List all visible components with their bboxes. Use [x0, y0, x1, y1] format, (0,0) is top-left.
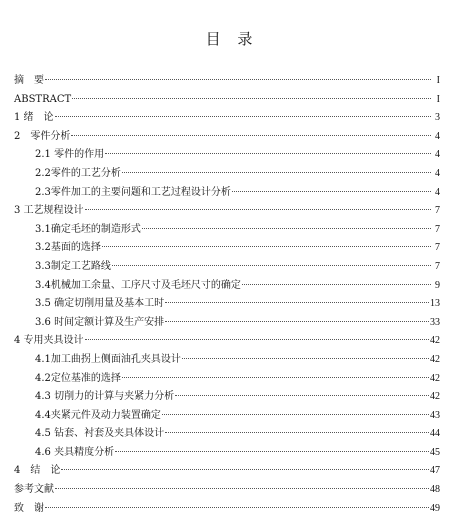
- toc-entry-label: 2.2零件的工艺分析: [35, 165, 121, 184]
- dot-leader: [105, 153, 431, 154]
- toc-entry[interactable]: [14, 332, 440, 351]
- dot-leader: [112, 265, 431, 266]
- toc-entry-label: 3.5 确定切削用量及基本工时: [35, 295, 164, 314]
- toc-entry[interactable]: [14, 351, 440, 370]
- toc-entry-page-number: 44: [430, 428, 440, 440]
- toc-entry-page-number: 3: [435, 112, 440, 124]
- toc-entry-page-number: 43: [430, 409, 440, 421]
- toc-entry-label: 4.2定位基准的选择: [35, 370, 121, 389]
- toc-entry-page-number: 4: [435, 167, 440, 179]
- toc-entry-label: 2 零件分析: [14, 128, 70, 147]
- dot-leader: [122, 377, 429, 378]
- toc-entry[interactable]: [14, 277, 440, 296]
- toc-entry[interactable]: [14, 462, 440, 481]
- dot-leader: [55, 116, 431, 117]
- toc-entry[interactable]: [14, 239, 440, 258]
- dot-leader: [142, 228, 431, 229]
- toc-entry-label: 3.2基面的选择: [35, 239, 101, 258]
- toc-entry-page-number: 49: [430, 502, 440, 514]
- toc-entry-page-number: 4: [435, 130, 440, 142]
- dot-leader: [55, 488, 429, 489]
- toc-entry[interactable]: [14, 295, 440, 314]
- toc-entry-label: 3.4机械加工余量、工序尺寸及毛坯尺寸的确定: [35, 277, 241, 296]
- toc-entry[interactable]: [14, 444, 440, 463]
- dot-leader: [71, 135, 431, 136]
- toc-entry[interactable]: [14, 314, 440, 333]
- toc-entry-page-number: 45: [430, 446, 440, 458]
- toc-entry-page-number: 4: [435, 186, 440, 198]
- toc-entry[interactable]: [14, 146, 440, 165]
- dot-leader: [45, 79, 431, 80]
- toc-entry[interactable]: [14, 258, 440, 277]
- dot-leader: [165, 321, 429, 322]
- toc-entry-label: 4.4夹紧元件及动力装置确定: [35, 407, 161, 426]
- dot-leader: [115, 451, 429, 452]
- toc-entry-page-number: 7: [435, 260, 440, 272]
- dot-leader: [182, 358, 429, 359]
- toc-entry[interactable]: [14, 202, 440, 221]
- dot-leader: [45, 507, 429, 508]
- toc-entry[interactable]: [14, 481, 440, 500]
- toc-entry[interactable]: [14, 425, 440, 444]
- toc-entry-page-number: 42: [430, 335, 440, 347]
- toc-entry[interactable]: [14, 388, 440, 407]
- toc-entry[interactable]: [14, 407, 440, 426]
- toc-entry-label: 摘 要: [14, 72, 44, 91]
- toc-entry-page-number: 48: [430, 484, 440, 496]
- toc-entry-page-number: 13: [430, 298, 440, 310]
- toc-entry-label: 4 专用夹具设计: [14, 332, 84, 351]
- toc-entry-page-number: 42: [430, 353, 440, 365]
- toc-entry[interactable]: [14, 165, 440, 184]
- dot-leader: [165, 302, 429, 303]
- toc-entry-label: 4 结 论: [14, 462, 60, 481]
- toc-entry-page-number: 4: [435, 149, 440, 161]
- toc-entry-label: 4.3 切削力的计算与夹紧力分析: [35, 388, 174, 407]
- toc-entry[interactable]: [14, 72, 440, 91]
- toc-entry-label: 参考文献: [14, 481, 54, 500]
- toc-entry[interactable]: [14, 128, 440, 147]
- toc-entry-label: 3.6 时间定额计算及生产安排: [35, 314, 164, 333]
- toc-entry-label: 3.1确定毛坯的制造形式: [35, 221, 141, 240]
- toc-entry-label: 3 工艺规程设计: [14, 202, 84, 221]
- dot-leader: [85, 209, 431, 210]
- dot-leader: [122, 172, 431, 173]
- toc-entry-page-number: I: [436, 93, 440, 105]
- toc-entry[interactable]: [14, 221, 440, 240]
- toc-entry[interactable]: [14, 370, 440, 389]
- toc-entry-page-number: 9: [435, 279, 440, 291]
- toc-entry[interactable]: [14, 109, 440, 128]
- toc-entry-label: 4.6 夹具精度分析: [35, 444, 114, 463]
- toc-entry-label: 2.3零件加工的主要问题和工艺过程设计分析: [35, 184, 231, 203]
- dot-leader: [85, 339, 429, 340]
- toc-entry-page-number: 42: [430, 391, 440, 403]
- toc-entry-label: ABSTRACT: [14, 91, 71, 110]
- toc-entry-page-number: I: [436, 75, 440, 86]
- dot-leader: [165, 432, 429, 433]
- dot-leader: [61, 469, 429, 470]
- toc-entry-label: 致 谢: [14, 500, 44, 518]
- toc-entry-page-number: 47: [430, 465, 440, 477]
- toc-entry-label: 4.5 钻套、衬套及夹具体设计: [35, 425, 164, 444]
- dot-leader: [232, 191, 431, 192]
- toc-entry-page-number: 7: [435, 223, 440, 235]
- toc-entry-page-number: 7: [435, 205, 440, 217]
- toc-entry[interactable]: [14, 184, 440, 203]
- dot-leader: [102, 246, 431, 247]
- toc-entry-label: 3.3制定工艺路线: [35, 258, 111, 277]
- toc-entry-page-number: 33: [430, 316, 440, 328]
- toc-entry-page-number: 7: [435, 242, 440, 254]
- toc-entry-label: 1 绪 论: [14, 109, 54, 128]
- toc-entry-page-number: 42: [430, 372, 440, 384]
- dot-leader: [72, 98, 431, 99]
- table-of-contents: [14, 72, 440, 518]
- toc-entry-label: 4.1加工曲拐上侧面油孔夹具设计: [35, 351, 181, 370]
- dot-leader: [162, 414, 429, 415]
- toc-entry-label: 2.1 零件的作用: [35, 146, 104, 165]
- toc-entry[interactable]: [14, 91, 440, 110]
- toc-entry[interactable]: [14, 500, 440, 518]
- dot-leader: [175, 395, 429, 396]
- dot-leader: [242, 284, 431, 285]
- page-title: 目 录: [205, 30, 259, 48]
